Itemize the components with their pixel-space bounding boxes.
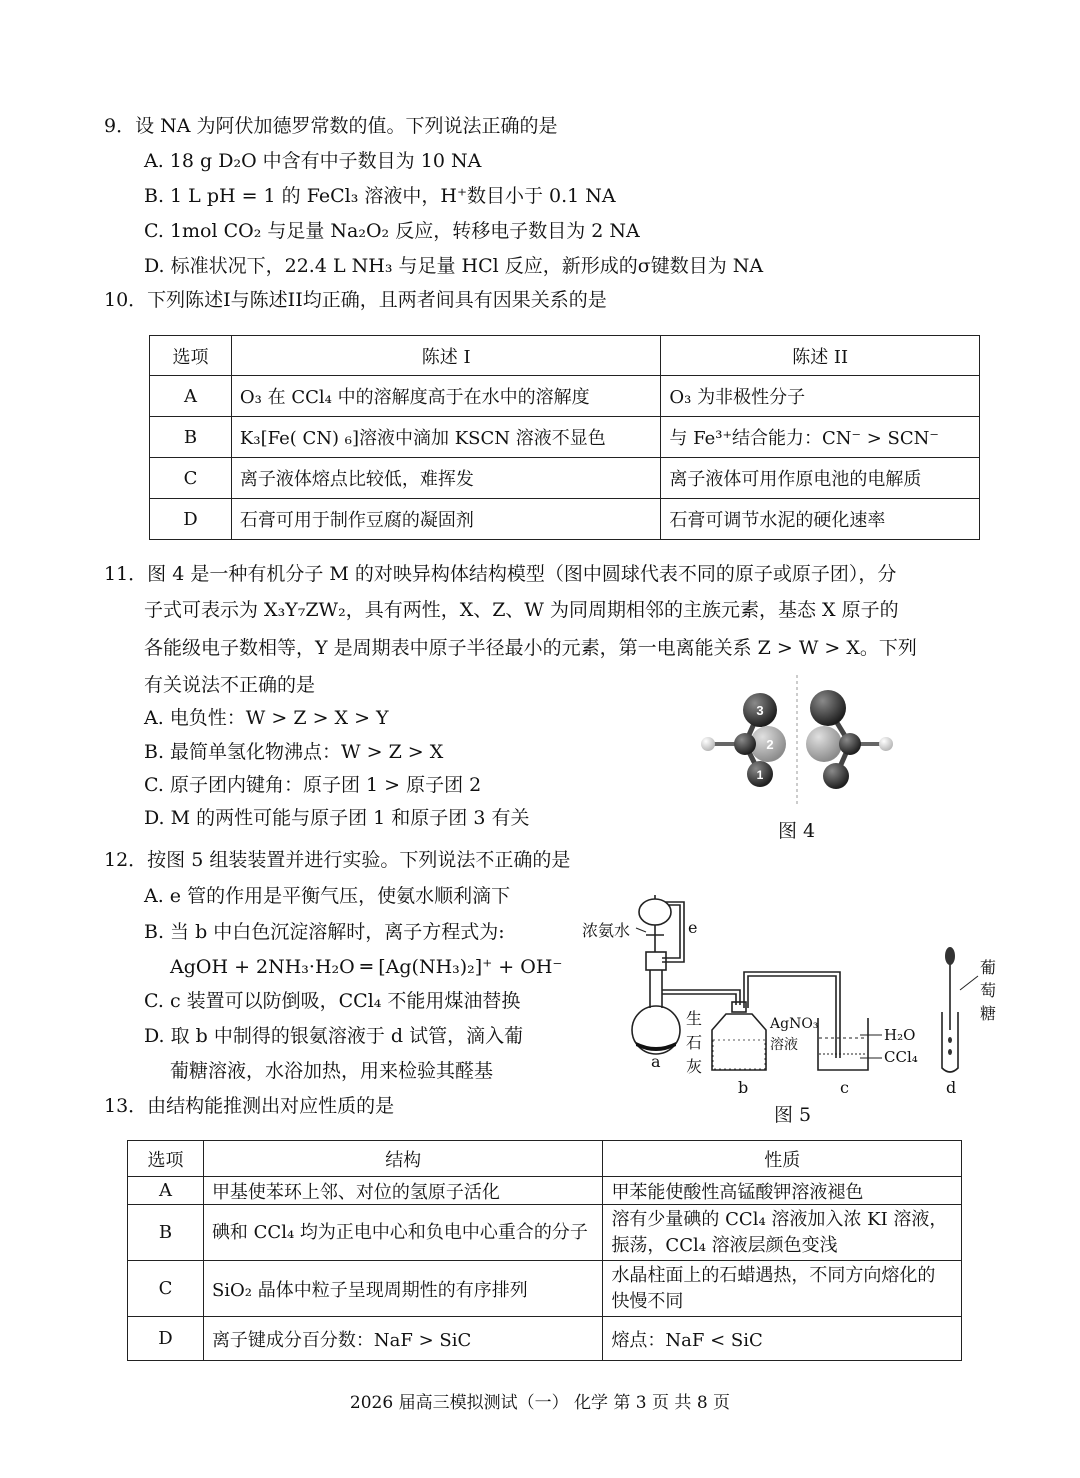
q13-header-structure: 结构 — [203, 1141, 603, 1177]
q11-stem-line-4: 有关说法不正确的是 — [144, 674, 316, 696]
label-agno3: AgNO₃ — [770, 1016, 819, 1032]
label-ammonia: 浓氨水 — [582, 921, 631, 940]
q11-option-c: C. 原子团内键角：原子团 1 > 原子团 2 — [144, 774, 482, 796]
q13-table — [127, 1140, 962, 1361]
q9-option-a: A. 18 g D₂O 中含有中子数目为 10 NA — [144, 150, 482, 172]
q11-option-b: B. 最简单氢化物沸点：W > Z > X — [144, 741, 444, 763]
q10-header-statement-2: 陈述 II — [661, 336, 980, 376]
carbon-atom-right — [839, 733, 861, 755]
label-lime-2: 石 — [686, 1033, 703, 1052]
label-solution: 溶液 — [770, 1037, 798, 1053]
table-row: B 碘和 CCl₄ 均为正电中心和负电中心重合的分子 溶有少量碘的 CCl₄ 溶液加入浓 KI 溶液，振荡，CCl₄ 溶液层颜色变浅 — [128, 1205, 962, 1261]
table-row: B K₃[Fe( CN) ₆]溶液中滴加 KSCN 溶液不显色 与 Fe³⁺结合能力：CN⁻ > SCN⁻ — [150, 417, 980, 458]
figure-4-caption: 图 4 — [778, 820, 816, 842]
label-glucose-3: 糖 — [980, 1004, 997, 1023]
figure-5-caption: 图 5 — [774, 1104, 812, 1126]
q10-table — [149, 335, 980, 540]
q12-option-b: B. 当 b 中白色沉淀溶解时，离子方程式为: — [144, 921, 505, 943]
q12-option-a: A. e 管的作用是平衡气压，使氨水顺利滴下 — [144, 885, 511, 907]
figure-5-apparatus — [580, 890, 1020, 1090]
q10-stem: 10．下列陈述I与陈述II均正确，且两者间具有因果关系的是 — [104, 289, 607, 311]
group-3-label: 3 — [756, 703, 764, 718]
q12-option-c: C. c 装置可以防倒吸，CCl₄ 不能用煤油替换 — [144, 990, 521, 1012]
q10-header-option: 选项 — [150, 336, 232, 376]
q9-option-c: C. 1mol CO₂ 与足量 Na₂O₂ 反应，转移电子数目为 2 NA — [144, 220, 640, 242]
q11-option-d: D. M 的两性可能与原子团 1 和原子团 3 有关 — [144, 807, 530, 829]
label-lime-3: 灰 — [686, 1057, 703, 1076]
table-row: A 甲基使苯环上邻、对位的氢原子活化 甲苯能使酸性高锰酸钾溶液褪色 — [128, 1177, 962, 1205]
table-row: D 离子键成分百分数：NaF > SiC 熔点：NaF < SiC — [128, 1317, 962, 1361]
q9-option-d: D. 标准状况下，22.4 L NH₃ 与足量 HCl 反应，新形成的σ键数目为 NA — [144, 255, 764, 277]
q11-stem-line-2: 子式可表示为 X₃Y₇ZW₂，具有两性，X、Z、W 为同周期相邻的主族元素，基态 X 原子的 — [144, 599, 899, 621]
q12-stem: 12．按图 5 组装装置并进行实验。下列说法不正确的是 — [104, 849, 571, 871]
q11-stem-line-1: 11．图 4 是一种有机分子 M 的对映异构体结构模型（图中圆球代表不同的原子或原子团），分 — [104, 563, 897, 585]
label-d: d — [946, 1078, 957, 1097]
q13-stem: 13．由结构能推测出对应性质的是 — [104, 1095, 395, 1117]
table-row: C 离子液体熔点比较低，难挥发 离子液体可用作原电池的电解质 — [150, 458, 980, 499]
q11-option-a: A. 电负性：W > Z > X > Y — [144, 707, 389, 729]
q12-option-d: D. 取 b 中制得的银氨溶液于 d 试管，滴入葡 — [144, 1025, 524, 1047]
table-row: A O₃ 在 CCl₄ 中的溶解度高于在水中的溶解度 O₃ 为非极性分子 — [150, 376, 980, 417]
label-e: e — [688, 918, 698, 937]
q13-header-option: 选项 — [128, 1141, 204, 1177]
group-1-label: 1 — [756, 768, 764, 782]
page-footer: 2026 届高三模拟测试（一） 化学 第 3 页 共 8 页 — [349, 1393, 731, 1413]
hydrogen-atom-left — [701, 737, 715, 751]
mirror-group-1-ball — [823, 763, 849, 789]
hydrogen-atom-right — [879, 737, 893, 751]
table-row: D 石膏可用于制作豆腐的凝固剂 石膏可调节水泥的硬化速率 — [150, 499, 980, 540]
label-b: b — [738, 1078, 749, 1097]
q12-option-d-cont: 葡糖溶液，水浴加热，用来检验其醛基 — [170, 1060, 494, 1082]
mirror-group-3-ball — [810, 690, 846, 726]
label-h2o: H₂O — [884, 1026, 916, 1044]
figure-4-molecule-models — [690, 670, 910, 810]
q12-equation: AgOH + 2NH₃·H₂O ═ [Ag(NH₃)₂]⁺ + OH⁻ — [170, 956, 563, 978]
q13-header-property: 性质 — [603, 1141, 962, 1177]
label-c: c — [840, 1078, 849, 1097]
carbon-atom-left — [734, 733, 756, 755]
dropper-bulb — [945, 947, 955, 965]
q9-option-b: B. 1 L pH = 1 的 FeCl₃ 溶液中，H⁺数目小于 0.1 NA — [144, 185, 616, 207]
label-lime-1: 生 — [686, 1009, 703, 1028]
group-2-label: 2 — [766, 737, 774, 752]
q10-header-statement-1: 陈述 I — [231, 336, 660, 376]
q9-stem: 9．设 NA 为阿伏加德罗常数的值。下列说法正确的是 — [104, 115, 558, 137]
mirror-group-2-ball — [806, 726, 842, 762]
label-ccl4: CCl₄ — [884, 1048, 918, 1066]
q11-stem-line-3: 各能级电子数相等，Y 是周期表中原子半径最小的元素，第一电离能关系 Z > W > X。下列 — [144, 637, 917, 659]
label-glucose-1: 葡 — [980, 958, 997, 977]
label-a: a — [651, 1052, 661, 1071]
label-glucose-2: 萄 — [980, 981, 997, 1000]
table-row: C SiO₂ 晶体中粒子呈现周期性的有序排列 水晶柱面上的石蜡遇热，不同方向熔化的快慢不同 — [128, 1261, 962, 1317]
